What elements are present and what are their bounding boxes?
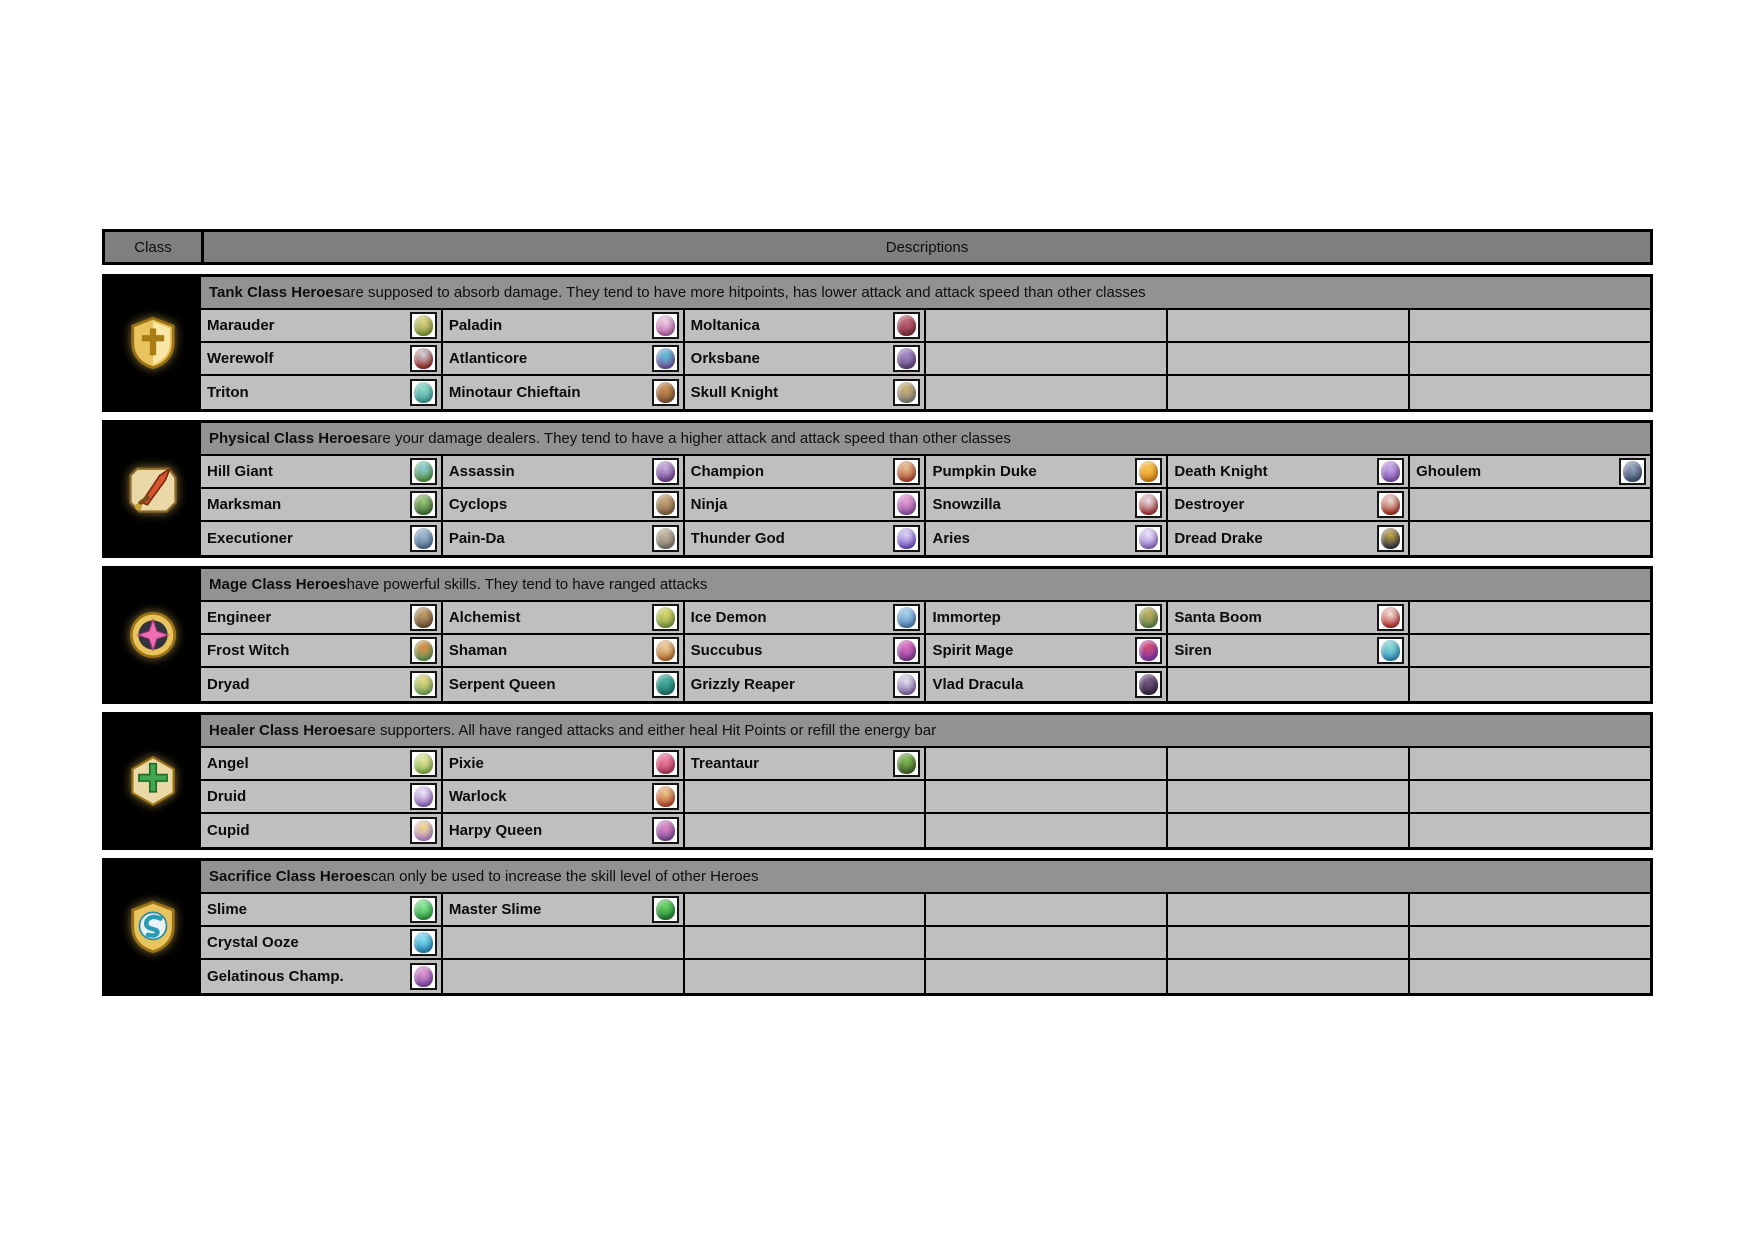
avatar-portrait xyxy=(414,753,433,774)
mage-description-row xyxy=(201,569,1650,602)
healer-class-column xyxy=(105,715,201,847)
ghoulem-avatar-icon xyxy=(1619,458,1646,485)
physical-description-text: are your damage dealers. They tend to have a higher attack and attack speed than other classes xyxy=(369,430,1011,447)
empty-cell xyxy=(1410,635,1650,666)
thunder-god-avatar-icon xyxy=(893,525,920,552)
mage-star-icon xyxy=(127,609,179,661)
hero-cell-druid xyxy=(201,781,443,812)
minotaur-chieftain-avatar-icon xyxy=(652,379,679,406)
avatar-portrait xyxy=(1623,461,1642,482)
healer-description-lead: Healer Class Heroes xyxy=(209,722,355,739)
hero-cell-executioner xyxy=(201,522,443,555)
avatar-portrait xyxy=(656,786,675,807)
warlock-avatar-icon xyxy=(652,783,679,810)
tank-section-body xyxy=(201,277,1650,409)
avatar-portrait xyxy=(897,461,916,482)
hero-name: Executioner xyxy=(207,530,293,547)
healer-class-section xyxy=(102,712,1653,850)
hero-cell-death-knight xyxy=(1168,456,1410,487)
empty-cell xyxy=(1168,927,1410,958)
treantaur-avatar-icon xyxy=(893,750,920,777)
hero-row xyxy=(201,343,1650,376)
hero-name: Ninja xyxy=(690,496,728,513)
avatar-portrait xyxy=(656,494,675,515)
hero-row xyxy=(201,310,1650,343)
avatar-portrait xyxy=(414,786,433,807)
hero-row xyxy=(201,814,1650,847)
hero-name: Cyclops xyxy=(448,496,508,513)
hero-cell-pumpkin-duke xyxy=(926,456,1168,487)
marauder-avatar-icon xyxy=(410,312,437,339)
hero-cell-serpent-queen xyxy=(443,668,685,701)
hero-name: Orksbane xyxy=(690,350,760,367)
sacrifice-swirl-icon xyxy=(128,900,178,954)
avatar-portrait xyxy=(414,966,433,987)
hero-name: Paladin xyxy=(448,317,503,334)
empty-cell xyxy=(1410,781,1650,812)
hero-cell-assassin xyxy=(443,456,685,487)
destroyer-avatar-icon xyxy=(1377,491,1404,518)
hero-name: Moltanica xyxy=(690,317,760,334)
avatar-portrait xyxy=(1139,607,1158,628)
hero-name: Snowzilla xyxy=(932,496,1001,513)
dread-drake-avatar-icon xyxy=(1377,525,1404,552)
hero-name: Pain-Da xyxy=(448,530,505,547)
hero-row xyxy=(201,489,1650,522)
hero-row xyxy=(201,960,1650,993)
hero-name: Spirit Mage xyxy=(932,642,1014,659)
empty-cell xyxy=(926,343,1168,374)
hero-cell-master-slime xyxy=(443,894,685,925)
avatar-portrait xyxy=(414,820,433,841)
empty-cell xyxy=(443,927,685,958)
hero-row xyxy=(201,376,1650,409)
pain-da-avatar-icon xyxy=(652,525,679,552)
empty-cell xyxy=(1168,668,1410,701)
empty-cell xyxy=(1410,310,1650,341)
hero-name: Dread Drake xyxy=(1174,530,1263,547)
hero-cell-thunder-god xyxy=(685,522,927,555)
ice-demon-avatar-icon xyxy=(893,604,920,631)
mage-section-body xyxy=(201,569,1650,701)
hero-name: Marksman xyxy=(207,496,282,513)
hero-cell-minotaur-chieftain xyxy=(443,376,685,409)
table-header-row xyxy=(102,229,1653,265)
hill-giant-avatar-icon xyxy=(410,458,437,485)
avatar-portrait xyxy=(1139,528,1158,549)
spirit-mage-avatar-icon xyxy=(1135,637,1162,664)
hero-cell-champion xyxy=(685,456,927,487)
hero-name: Pumpkin Duke xyxy=(932,463,1037,480)
hero-row xyxy=(201,668,1650,701)
hero-cell-treantaur xyxy=(685,748,927,779)
cyclops-avatar-icon xyxy=(652,491,679,518)
tank-class-column xyxy=(105,277,201,409)
hero-cell-triton xyxy=(201,376,443,409)
empty-cell xyxy=(685,894,927,925)
hero-name: Ice Demon xyxy=(690,609,767,626)
hero-name: Grizzly Reaper xyxy=(690,676,795,693)
hero-name: Skull Knight xyxy=(690,384,779,401)
pixie-avatar-icon xyxy=(652,750,679,777)
hero-name: Immortep xyxy=(932,609,1001,626)
triton-avatar-icon xyxy=(410,379,437,406)
hero-name: Minotaur Chieftain xyxy=(448,384,581,401)
mage-class-section xyxy=(102,566,1653,704)
avatar-portrait xyxy=(414,382,433,403)
avatar-portrait xyxy=(414,315,433,336)
avatar-portrait xyxy=(897,315,916,336)
empty-cell xyxy=(1410,748,1650,779)
healer-section-body xyxy=(201,715,1650,847)
hero-cell-destroyer xyxy=(1168,489,1410,520)
hero-name: Aries xyxy=(932,530,971,547)
master-slime-avatar-icon xyxy=(652,896,679,923)
avatar-portrait xyxy=(656,753,675,774)
avatar-portrait xyxy=(897,674,916,695)
frost-witch-avatar-icon xyxy=(410,637,437,664)
sacrifice-description-text: can only be used to increase the skill level of other Heroes xyxy=(370,868,759,885)
avatar-portrait xyxy=(897,607,916,628)
aries-avatar-icon xyxy=(1135,525,1162,552)
hero-row xyxy=(201,894,1650,927)
physical-section-body xyxy=(201,423,1650,555)
hero-name: Warlock xyxy=(448,788,507,805)
hero-name: Alchemist xyxy=(448,609,521,626)
hero-name: Vlad Dracula xyxy=(932,676,1024,693)
angel-avatar-icon xyxy=(410,750,437,777)
empty-cell xyxy=(1410,814,1650,847)
hero-row xyxy=(201,456,1650,489)
grizzly-reaper-avatar-icon xyxy=(893,671,920,698)
harpy-queen-avatar-icon xyxy=(652,817,679,844)
avatar-portrait xyxy=(1139,461,1158,482)
empty-cell xyxy=(926,781,1168,812)
empty-cell xyxy=(1168,814,1410,847)
empty-cell xyxy=(1410,960,1650,993)
hero-cell-shaman xyxy=(443,635,685,666)
avatar-portrait xyxy=(414,348,433,369)
crystal-ooze-avatar-icon xyxy=(410,929,437,956)
hero-cell-ninja xyxy=(685,489,927,520)
mage-description-lead: Mage Class Heroes xyxy=(209,576,347,593)
avatar-portrait xyxy=(897,348,916,369)
avatar-portrait xyxy=(656,640,675,661)
slime-avatar-icon xyxy=(410,896,437,923)
hero-cell-aries xyxy=(926,522,1168,555)
avatar-portrait xyxy=(1381,494,1400,515)
hero-name: Serpent Queen xyxy=(448,676,556,693)
paladin-avatar-icon xyxy=(652,312,679,339)
avatar-portrait xyxy=(414,461,433,482)
empty-cell xyxy=(1168,748,1410,779)
druid-avatar-icon xyxy=(410,783,437,810)
hero-row xyxy=(201,748,1650,781)
assassin-avatar-icon xyxy=(652,458,679,485)
empty-cell xyxy=(1410,376,1650,409)
snowzilla-avatar-icon xyxy=(1135,491,1162,518)
hero-cell-marksman xyxy=(201,489,443,520)
empty-cell xyxy=(1410,343,1650,374)
empty-cell xyxy=(1410,894,1650,925)
sections-container xyxy=(102,274,1653,996)
empty-cell xyxy=(685,927,927,958)
avatar-portrait xyxy=(414,640,433,661)
avatar-portrait xyxy=(414,899,433,920)
heroes-class-table xyxy=(102,229,1653,1004)
hero-name: Santa Boom xyxy=(1174,609,1262,626)
hero-name: Cupid xyxy=(207,822,250,839)
succubus-avatar-icon xyxy=(893,637,920,664)
atlanticore-avatar-icon xyxy=(652,345,679,372)
avatar-portrait xyxy=(1139,640,1158,661)
hero-name: Druid xyxy=(207,788,247,805)
empty-cell xyxy=(1410,927,1650,958)
hero-name: Crystal Ooze xyxy=(207,934,299,951)
healer-description-row xyxy=(201,715,1650,748)
empty-cell xyxy=(685,781,927,812)
gelatinous-champ-avatar-icon xyxy=(410,963,437,990)
tank-description-text: are supposed to absorb damage. They tend to have more hitpoints, has lower attack and attack speed than other classes xyxy=(342,284,1146,301)
avatar-portrait xyxy=(1381,528,1400,549)
orksbane-avatar-icon xyxy=(893,345,920,372)
avatar-portrait xyxy=(414,607,433,628)
tank-description-lead: Tank Class Heroes xyxy=(209,284,343,301)
hero-cell-succubus xyxy=(685,635,927,666)
moltanica-avatar-icon xyxy=(893,312,920,339)
hero-cell-moltanica xyxy=(685,310,927,341)
hero-cell-cupid xyxy=(201,814,443,847)
hero-cell-orksbane xyxy=(685,343,927,374)
sacrifice-class-column xyxy=(105,861,201,993)
avatar-portrait xyxy=(656,461,675,482)
hero-cell-engineer xyxy=(201,602,443,633)
empty-cell xyxy=(1410,602,1650,633)
physical-sword-icon xyxy=(126,462,180,516)
hero-name: Shaman xyxy=(448,642,508,659)
avatar-portrait xyxy=(656,528,675,549)
hero-name: Marauder xyxy=(207,317,275,334)
hero-cell-gelatinous-champ xyxy=(201,960,443,993)
death-knight-avatar-icon xyxy=(1377,458,1404,485)
empty-cell xyxy=(926,310,1168,341)
hero-cell-skull-knight xyxy=(685,376,927,409)
hero-name: Master Slime xyxy=(448,901,542,918)
hero-name: Triton xyxy=(207,384,249,401)
alchemist-avatar-icon xyxy=(652,604,679,631)
hero-name: Atlanticore xyxy=(448,350,528,367)
empty-cell xyxy=(926,960,1168,993)
hero-cell-alchemist xyxy=(443,602,685,633)
physical-class-column xyxy=(105,423,201,555)
marksman-avatar-icon xyxy=(410,491,437,518)
siren-avatar-icon xyxy=(1377,637,1404,664)
hero-cell-paladin xyxy=(443,310,685,341)
hero-name: Hill Giant xyxy=(207,463,273,480)
avatar-portrait xyxy=(656,315,675,336)
hero-cell-snowzilla xyxy=(926,489,1168,520)
immortep-avatar-icon xyxy=(1135,604,1162,631)
descriptions-column-header: Descriptions xyxy=(885,238,969,256)
physical-class-section xyxy=(102,420,1653,558)
hero-name: Assassin xyxy=(448,463,515,480)
tank-shield-icon xyxy=(128,316,178,370)
class-column-header: Class xyxy=(105,232,204,262)
empty-cell xyxy=(926,894,1168,925)
hero-name: Thunder God xyxy=(690,530,785,547)
avatar-portrait xyxy=(656,674,675,695)
tank-description-row xyxy=(201,277,1650,310)
empty-cell xyxy=(1168,894,1410,925)
vlad-dracula-avatar-icon xyxy=(1135,671,1162,698)
hero-name: Werewolf xyxy=(207,350,274,367)
sacrifice-section-body xyxy=(201,861,1650,993)
avatar-portrait xyxy=(414,494,433,515)
pumpkin-duke-avatar-icon xyxy=(1135,458,1162,485)
hero-cell-grizzly-reaper xyxy=(685,668,927,701)
cupid-avatar-icon xyxy=(410,817,437,844)
ninja-avatar-icon xyxy=(893,491,920,518)
engineer-avatar-icon xyxy=(410,604,437,631)
avatar-portrait xyxy=(1139,494,1158,515)
champion-avatar-icon xyxy=(893,458,920,485)
hero-name: Angel xyxy=(207,755,249,772)
hero-cell-angel xyxy=(201,748,443,779)
hero-name: Engineer xyxy=(207,609,272,626)
hero-cell-immortep xyxy=(926,602,1168,633)
hero-cell-vlad-dracula xyxy=(926,668,1168,701)
hero-name: Death Knight xyxy=(1174,463,1268,480)
healer-description-text: are supporters. All have ranged attacks and either heal Hit Points or refill the energy bar xyxy=(354,722,937,739)
werewolf-avatar-icon xyxy=(410,345,437,372)
avatar-portrait xyxy=(656,820,675,841)
empty-cell xyxy=(685,960,927,993)
empty-cell xyxy=(1168,781,1410,812)
hero-cell-siren xyxy=(1168,635,1410,666)
hero-cell-dread-drake xyxy=(1168,522,1410,555)
mage-class-column xyxy=(105,569,201,701)
avatar-portrait xyxy=(656,607,675,628)
hero-name: Harpy Queen xyxy=(448,822,543,839)
hero-row xyxy=(201,927,1650,960)
physical-description-row xyxy=(201,423,1650,456)
hero-name: Gelatinous Champ. xyxy=(207,968,344,985)
hero-cell-santa-boom xyxy=(1168,602,1410,633)
hero-row xyxy=(201,522,1650,555)
avatar-portrait xyxy=(414,528,433,549)
hero-name: Destroyer xyxy=(1174,496,1245,513)
sacrifice-class-section xyxy=(102,858,1653,996)
shaman-avatar-icon xyxy=(652,637,679,664)
avatar-portrait xyxy=(1381,607,1400,628)
empty-cell xyxy=(685,814,927,847)
avatar-portrait xyxy=(1139,674,1158,695)
hero-cell-hill-giant xyxy=(201,456,443,487)
hero-name: Slime xyxy=(207,901,248,918)
mage-description-text: have powerful skills. They tend to have ranged attacks xyxy=(346,576,708,593)
empty-cell xyxy=(926,927,1168,958)
hero-row xyxy=(201,635,1650,668)
dryad-avatar-icon xyxy=(410,671,437,698)
avatar-portrait xyxy=(1381,640,1400,661)
hero-name: Treantaur xyxy=(690,755,760,772)
avatar-portrait xyxy=(656,382,675,403)
hero-cell-pixie xyxy=(443,748,685,779)
hero-cell-werewolf xyxy=(201,343,443,374)
hero-cell-pain-da xyxy=(443,522,685,555)
hero-cell-crystal-ooze xyxy=(201,927,443,958)
hero-cell-spirit-mage xyxy=(926,635,1168,666)
hero-cell-atlanticore xyxy=(443,343,685,374)
hero-name: Frost Witch xyxy=(207,642,290,659)
empty-cell xyxy=(1168,960,1410,993)
empty-cell xyxy=(926,748,1168,779)
empty-cell xyxy=(1410,489,1650,520)
empty-cell xyxy=(1168,343,1410,374)
executioner-avatar-icon xyxy=(410,525,437,552)
avatar-portrait xyxy=(897,382,916,403)
physical-description-lead: Physical Class Heroes xyxy=(209,430,370,447)
hero-cell-warlock xyxy=(443,781,685,812)
avatar-portrait xyxy=(414,932,433,953)
santa-boom-avatar-icon xyxy=(1377,604,1404,631)
avatar-portrait xyxy=(897,528,916,549)
empty-cell xyxy=(1410,522,1650,555)
hero-name: Champion xyxy=(690,463,764,480)
hero-name: Dryad xyxy=(207,676,250,693)
sacrifice-description-lead: Sacrifice Class Heroes xyxy=(209,868,371,885)
avatar-portrait xyxy=(897,494,916,515)
empty-cell xyxy=(926,814,1168,847)
empty-cell xyxy=(443,960,685,993)
hero-name: Succubus xyxy=(690,642,763,659)
hero-name: Ghoulem xyxy=(1416,463,1482,480)
hero-name: Pixie xyxy=(448,755,484,772)
hero-row xyxy=(201,602,1650,635)
avatar-portrait xyxy=(897,753,916,774)
avatar-portrait xyxy=(414,674,433,695)
tank-class-section xyxy=(102,274,1653,412)
sacrifice-description-row xyxy=(201,861,1650,894)
empty-cell xyxy=(1168,376,1410,409)
avatar-portrait xyxy=(656,348,675,369)
hero-cell-slime xyxy=(201,894,443,925)
empty-cell xyxy=(1168,310,1410,341)
hero-row xyxy=(201,781,1650,814)
hero-cell-ice-demon xyxy=(685,602,927,633)
serpent-queen-avatar-icon xyxy=(652,671,679,698)
hero-cell-harpy-queen xyxy=(443,814,685,847)
skull-knight-avatar-icon xyxy=(893,379,920,406)
empty-cell xyxy=(1410,668,1650,701)
hero-cell-dryad xyxy=(201,668,443,701)
empty-cell xyxy=(926,376,1168,409)
hero-cell-cyclops xyxy=(443,489,685,520)
hero-name: Siren xyxy=(1174,642,1212,659)
avatar-portrait xyxy=(897,640,916,661)
healer-cross-icon xyxy=(127,755,179,807)
hero-cell-frost-witch xyxy=(201,635,443,666)
hero-cell-ghoulem xyxy=(1410,456,1650,487)
hero-cell-marauder xyxy=(201,310,443,341)
avatar-portrait xyxy=(1381,461,1400,482)
avatar-portrait xyxy=(656,899,675,920)
